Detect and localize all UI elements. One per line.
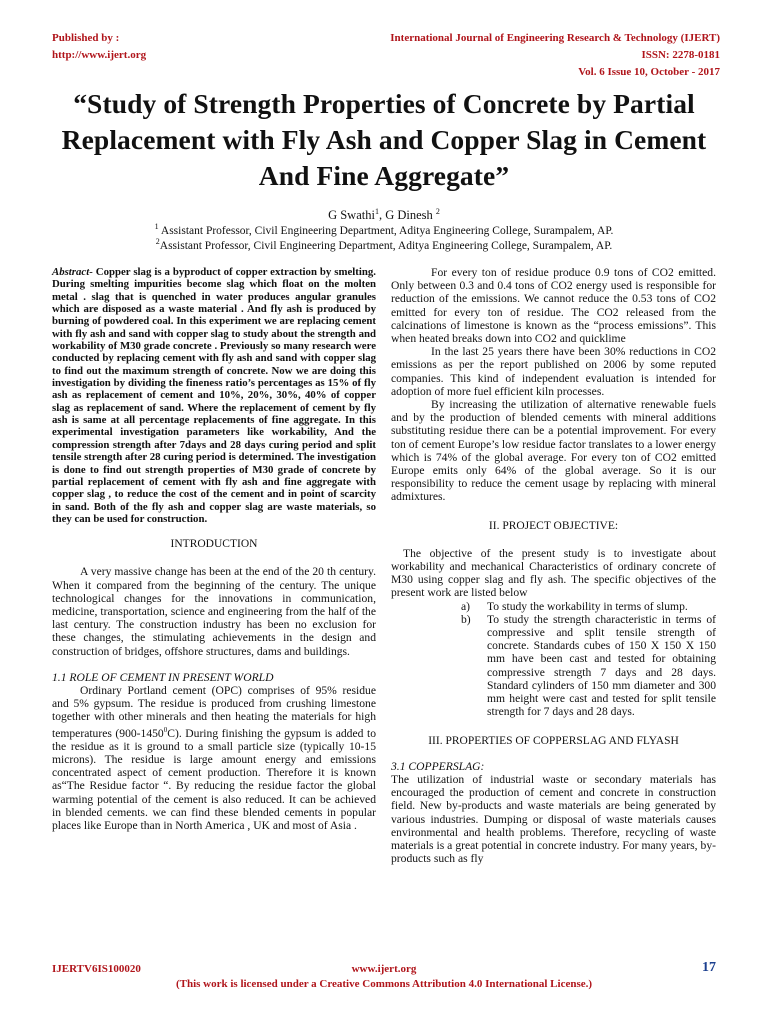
- author-line: [0, 207, 768, 223]
- paper-id: IJERTV6IS100020: [52, 963, 141, 975]
- footer-site-link[interactable]: www.ijert.org: [351, 963, 417, 975]
- list-marker: a): [461, 599, 471, 613]
- list-item-text: To study the strength characteristic in terms of compressive and split tensile strength of concrete. Standards cubes of 150 X 150 X 150 mm have been cast and tested for obtaining compressive strength 7 days and 28 days. Standard cylinders of 150 mm diameter and 300 mm height were cast and tested for split tensile strength for 7 days and 28 days.: [487, 612, 716, 719]
- affiliation-1: [0, 222, 768, 237]
- published-by-label: Published by :: [52, 32, 120, 44]
- author-affiliation-marker: 2: [435, 207, 440, 216]
- abstract-text: Copper slag is a byproduct of copper extraction by smelting. During smelting impurities become slag which float on the molten metal . slag that is quenched in water produces angular granules which are disposed as a waste material . And fly ash is produced by burning of powdered coal. In this experiment we are replacing cement with fly ash and sand with copper slag to study about the strength and workability of M30 grade concrete . Previously so many research were conducted by replacing cement with fly ash and sand with copper slag to find out the maximum strength of concrete. Now we are doing this investigation by dividing the fineness ratio’s percentages as 15% of fly ash as replacement of cement and 10%, 20%, 30%, 40% of copper slag as replacement of sand. Where the replacement of cement by fly ash is same at all percentage replacements of fine aggregate. In this experimental investigation parameters like workability, And the compression strength after 7days and 28 days curing period and split tensile strength after 28 curing period is determined. The investigation is done to find out strength properties of M30 grade of concrete by partial replacement of cement with fly ash and fine aggregate with copper slag , to reduce the cost of the cement and in point of scarcity in sand. Both of the fly ash and copper slag are waste materials, so they can be used for construction.: [52, 266, 376, 525]
- degree-superscript: 0: [163, 725, 168, 734]
- objective-paragraph: The objective of the present study is to investigate about workability and mechanical Characteristics of ordinary concrete of M30 using copper slag and fly ash. The specific objectives of the present work are listed below: [391, 546, 716, 600]
- abstract-label: Abstract-: [52, 266, 93, 278]
- objectives-list: [391, 600, 716, 719]
- affiliation-text: Assistant Professor, Civil Engineering Department, Aditya Engineering College, Surampalem, AP.: [159, 239, 613, 252]
- author-affiliation-marker: 1: [374, 207, 379, 216]
- header-right: [390, 30, 720, 81]
- header-left: [52, 30, 146, 64]
- copperslag-paragraph: The utilization of industrial waste or secondary materials has encouraged the production of cement and concrete in construction field. New by-products and waste materials are being generated by various industries. Dumping or disposal of waste materials causes environmental and health problems. Therefore, recycling of waste materials is a great potential in concrete industry. For many years, by-products such as fly: [391, 772, 716, 866]
- list-item: [391, 600, 716, 613]
- affiliation-text: Assistant Professor, Civil Engineering Department, Aditya Engineering College, Surampalem, AP.: [158, 224, 614, 237]
- paragraph-text: Ordinary Portland cement (OPC) comprises of 95% residue and 5% gypsum. The residue is produced from crushing limestone together with other minerals and then heating the materials for high temperatures (900-1450: [52, 684, 376, 740]
- author-name: G Swathi: [328, 208, 375, 223]
- left-column: [52, 266, 376, 832]
- affiliation-marker: 2: [155, 237, 160, 246]
- introduction-paragraph: A very massive change has been at the end of the 20 th century. When it compared from the beginning of the century. The unique technological changes for the innovations in communication, medicine, transportation, science and engineering from the half of the last century. The construction industry has been no exclusion for these changes, the stimulating achievements in the design and construction of bridges, offshore structures, dams and buildings.: [52, 565, 376, 658]
- affiliation-marker: 1: [154, 222, 159, 231]
- paper-title: “Study of Strength Properties of Concrete by Partial Replacement with Fly Ash and Copper Slag in Cement And Fine Aggregate”: [61, 88, 707, 191]
- journal-url-link[interactable]: http://www.ijert.org: [52, 49, 147, 61]
- list-item-text: To study the workability in terms of slump.: [487, 599, 688, 613]
- page-number: 17: [702, 960, 716, 975]
- author-name: G Dinesh: [385, 208, 436, 223]
- introduction-heading: INTRODUCTION: [170, 538, 258, 551]
- affiliation-2: [0, 237, 768, 252]
- volume-issue: Vol. 6 Issue 10, October - 2017: [578, 66, 720, 78]
- author-separator: ,: [378, 208, 386, 223]
- section-1-1-heading: 1.1 ROLE OF CEMENT IN PRESENT WORLD: [52, 670, 274, 684]
- co2-paragraph: For every ton of residue produce 0.9 tons of CO2 emitted. Only between 0.3 and 0.4 tons of CO2 energy used is responsible for reduction of the emissions. We cannot reduce the 0.53 tons of CO2 emitted for every ton of residue. The CO2 released from the calcinations of limestone is known as the “process emissions”. This when heated breaks down into CO2 and quicklime: [391, 266, 716, 346]
- license-notice: (This work is licensed under a Creative Commons Attribution 4.0 International License.): [175, 978, 593, 990]
- list-item: [391, 613, 716, 719]
- section-3-1-heading: 3.1 COPPERSLAG:: [391, 759, 485, 773]
- abstract: [52, 266, 376, 525]
- list-marker: b): [461, 612, 471, 626]
- reductions-paragraph: In the last 25 years there have been 30% reductions in CO2 emissions as per the report published on 2006 by some reputed companies. This kind of independent evaluation is intended for adoption of more fuel efficient kiln processes.: [391, 345, 716, 398]
- project-objective-heading: II. PROJECT OBJECTIVE:: [488, 519, 619, 532]
- blended-cements-paragraph: By increasing the utilization of alternative renewable fuels and by the production of blended cements with mineral additions substituting residue there can be a potential improvement. For every ton of cement Europe’s low residue factor translates to a lower energy which is 74% of the global average. For every ton of CO2 emitted Europe emits only 64% of the global average. So it is our responsibility to reduce the cement usage by replacing with mineral admixtures.: [391, 398, 716, 504]
- journal-name: International Journal of Engineering Research & Technology (IJERT): [390, 32, 720, 44]
- issn: ISSN: 2278-0181: [641, 49, 720, 61]
- role-of-cement-paragraph: [52, 684, 376, 832]
- right-column: [391, 266, 716, 865]
- properties-heading: III. PROPERTIES OF COPPERSLAG AND FLYASH: [428, 734, 679, 747]
- paragraph-text: C). During finishing the gypsum is added to the residue as it is ground to a small particle size (typically 10-15 microns). The residue is large amount energy and emissions concentrated aspect of cement production. Therefore it is known as“The Residue factor “. By reducing the residue factor the global warming potential of the cement is also reduced. It can be achieved in blended cements. we can find these blended cements in popular places like Europe than in North America , UK and most of Asia .: [52, 726, 376, 832]
